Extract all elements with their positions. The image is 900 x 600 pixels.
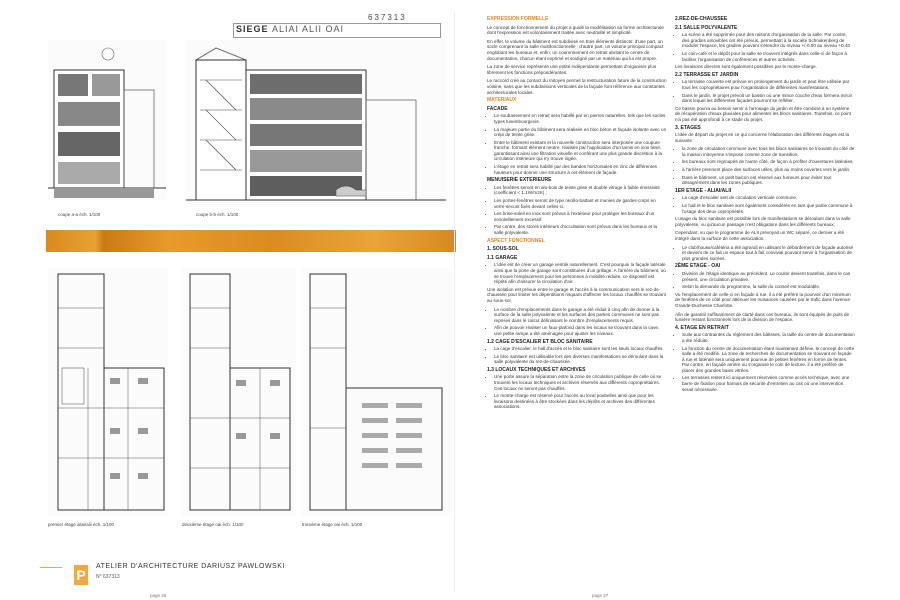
- paragraph: Une isolation est prévue entre le garage et l'accès à la communication vers le rez-de-chaussée pour limiter les déperditions risquant d'affecter les locaux chauffés se trouvant au sous-sol.: [487, 286, 666, 303]
- list-item: • Le bloc sanitaire est utilisable lors des diverses manifestations se déroulant dans la salle polyvalente du rez-de-chaussée.: [494, 354, 667, 365]
- list-item: • Le monte-charge est réservé pour l'accès au local poubelles ainsi que pour les livraisons destinées à être stockées dans les dépôts et archives des différentes associations.: [494, 393, 667, 410]
- heading-soussol: 1. SOUS-SOL: [487, 246, 519, 253]
- heading-etages: 3. ETAGES: [675, 124, 701, 131]
- heading-2eme: 2ÈME ETAGE - OAI: [675, 263, 721, 270]
- floor-plan-third: [302, 268, 452, 516]
- heading-aspect: ASPECT FONCTIONNEL: [487, 237, 545, 244]
- list-item: • La cage d'escalier sert de circulation verticale commune,: [682, 195, 855, 201]
- list-item: • Les fenêtres seront en alu-bois de teinte grise et double vitrage à faible émissivité (coefficient < 1.1W/m2K) ;: [494, 185, 667, 196]
- heading-retrait: 4. ETAGE EN RETRAIT: [675, 324, 729, 331]
- text-column-2: [675, 14, 855, 394]
- firm-logo: P: [74, 565, 88, 585]
- list-item: • Le soubassement en retrait sera habillé par en pierres naturelles, tels que les socles types luxembourgeois.: [494, 113, 667, 124]
- paragraph: L'idée de départ du projet en ce qui concerne l'élaboration des différents étages est la suivante :: [675, 132, 850, 143]
- list-item: • Le club/house/cafétéria a été agrandi en utilisant le débordement de façade autorisé et devient de ce fait un espace tout à fait convivial pouvant servir à l'organisation de plus grandes soirées.: [682, 245, 855, 262]
- heading-garage: 1.1 GARAGE: [487, 254, 518, 261]
- list-item: • Les portes-fenêtres seront de type oscillo-battant et munies de gardes-corps en verre-securit fixés devant celles-ci.: [494, 198, 667, 209]
- heading-terrasse: 2.2 TERRASSE ET JARDIN: [675, 71, 739, 78]
- list-item: • Le nombre d'emplacements dans le garage a été réduit à cinq afin de donner à la surface de la salle polyvalente et les surfaces des parties communes ne sont pas reprises dans le calcul définissant le nombre d'emplacements requis.: [494, 307, 667, 324]
- title-rest: ALIAI ALII OAI: [272, 24, 345, 34]
- list-item: • La terrasse couverte est prévue en prolongement du jardin et peut être utilisée par tous les copropriétaires pour l'organisation de différentes manifestations.: [682, 79, 855, 90]
- heading-1er: 1ER ETAGE - ALIAI/ALII: [675, 187, 732, 194]
- floor-plan-first: [48, 268, 168, 516]
- paragraph: Vu l'emplacement de celle-ci en façade à rue, il a été préféré la pourvoir d'un minimum de fenêtres de ce côté pour atténuer les nuisances causées par le trafic dans l'avenue Grande-Duchesse Charlotte.: [675, 291, 851, 308]
- list-item: • les bureaux sont regroupés de l'autre côté, de façon à profiter d'ouvertures latérales,: [682, 159, 855, 165]
- heading-facade: FACADE: [487, 105, 508, 112]
- list-item: • Dans le bâtiment, un petit balcon est réservé aux fumeurs pour éviter tout désagrément dans les zones publiques.: [682, 175, 855, 186]
- caption-section-a: coupe a-a éch. 1/100: [58, 212, 101, 217]
- list-item: • Suite aux contraintes du règlement des bâtisses, la taille du centre de documentation a été réduite.: [682, 332, 855, 343]
- section-drawing-a: [48, 40, 166, 200]
- list-item: • Selon la demande du programme, la salle du conseil est modulable.: [682, 284, 855, 290]
- heading-cage: 1.2 CAGE D'ESCALIER ET BLOC SANITAIRE: [487, 338, 593, 345]
- list-item: • L'étage en retrait sera habillé par des bandes horizontales en zinc de différentes hauteurs pour donner une structure à cet élément de façade.: [494, 164, 667, 175]
- caption-plan-3: troisième étage oai éch. 1/100: [302, 522, 363, 527]
- paragraph: Le raccord créé au contact du mitoyen permet la restructuration future de la construction voisine, sans que les subdivisions verticales de la façade font référence aux constantes architecturales locales.: [487, 78, 667, 95]
- paragraph: Ce bassin pourra au besoin servir à l'arrosage du jardin et être combiné à un système de récupération d'eaux pluviales pour alimenter les blocs sanitaires. Toutefois, ce point n'a pas été approfondi à ce stade du projet.: [675, 105, 851, 122]
- page-number-right: page 27: [592, 593, 609, 598]
- paragraph: L'usage du bloc sanitaire est possible lors de manifestations se déroulant dans la salle polyvalente, vu qu'aucun passage n'est obligatoire dans les différents bureaux;: [675, 216, 851, 227]
- paragraph: Cependant, vu que le programme de ALII prévoyait un WC séparé, ce dernier a été intégré dans la surface de cette association.: [675, 230, 845, 241]
- heading-expression: EXPRESSION FORMELLE: [487, 16, 549, 22]
- paragraph: Afin de garantir suffisamment de clarté dans ces bureaux, ils sont équipés de puits de lumière restant fonctionnels lors de la division de l'espace.: [675, 311, 850, 323]
- list-item: • la zone de circulation commune avec tous les blocs sanitaires se trouvant du côté de la maison mitoyenne s'impose comme zone de transition,: [682, 146, 855, 157]
- page-title: [236, 24, 344, 34]
- material-texture-band: [46, 230, 456, 252]
- list-item: • Le coin-café et le dépôt pour la salle se trouvent intégrés dans celle-ci de façon à faciliter l'organisation de conférences et autres activités.: [682, 51, 855, 62]
- list-item: • Les brise-soleil en inox sont prévus à l'extérieur pour protéger les bureaux d'un ensoleillement excessif.: [494, 211, 667, 222]
- list-item: • Dans le jardin, le projet prévoit un bassin où une mince couche d'eau formera miroir dans lequel les différentes façades pourront se refléter.: [682, 93, 855, 104]
- title-main: SIEGE: [236, 24, 269, 34]
- list-item: • Les terrasses restent ici uniquement réservées comme accès technique, avec une barre de fixation pour harnais de sécurité d'entretien au cas où une intervention serait nécessaire.: [682, 375, 855, 392]
- footer-rule: [40, 567, 62, 568]
- caption-plan-1: premier étage aliai/alii éch. 1/100: [48, 522, 115, 527]
- caption-plan-2: deuxième étage oai éch. 1/100: [182, 522, 244, 527]
- heading-materiaux: MATERIAUX: [487, 97, 517, 104]
- heading-locaux: 1.3 LOCAUX TECHNIQUES ET ARCHIVES: [487, 366, 586, 373]
- page-number-left: page 26: [150, 593, 167, 598]
- list-item: • La scène a été supprimée pour des raisons d'organisation de la salle. Par contre, des gradins amovibles ont été prévus, permettant à la société Schnakenberg de moduler l'espace, les gradins pouvant s'étendre du niveau +/-0.00 au niveau +0.40: [682, 32, 855, 49]
- list-item: • Le hall et le bloc sanitaire sont également considérés en tant que partie commune à l'usage des deux copropriétés.: [682, 203, 855, 214]
- list-item: • Division de l'étage identique au précédent. Le couloir devient toutefois, dans le cas présent, une circulation privative.: [682, 271, 855, 282]
- list-item: • La fonction du centre de documentation étant maintenant définie, le concept de cette salle a été modifié. La zone de recherches de documentation se trouvant en façade à rue et latérale sera uniquement pourvue de petites fenêtres en forme de fentes. Par contre, en façade arrière ou s'organise le coin de lecture, il a été préféré de placer des grandes baies vitrées.: [682, 346, 855, 374]
- project-number: 637313: [368, 13, 407, 22]
- floor-plan-second: [182, 268, 296, 516]
- list-item: • La cage d'escalier, le hall d'accès et le bloc sanitaire sont les seuls locaux chauffés.: [494, 346, 667, 352]
- heading-menuiserie: MENUISERIE EXTERIEURE: [487, 177, 552, 184]
- caption-section-b: coupe b-b éch. 1/100: [196, 212, 239, 217]
- paragraph: En effet, le volume du bâtiment est subdivisé en trois éléments distincts: d'une part, un socle comprenant la salle multifonctionnelle ; d'autre part, un volume principal compact englobant les bureaux et, enfin, un couronnement en retrait abritant le centre de documentation, chacun étant exprimé et souligné par un matériau qui lui est propre.: [487, 38, 664, 61]
- list-item: • L'idée est de créer un garage ventilé naturellement. C'est pourquoi la façade latérale ainsi que la porte de garage sont constituées d'un grillage. A l'arrière du bâtiment, où se trouve l'emplacement pour les personnes à mobilité réduite, ce dispositif est répété afin d'assurer la circulation d'air.: [494, 262, 667, 284]
- paragraph: La zone de service représente une entité indépendante permettant d'organiser plus librement les fonctions prépondérantes.: [487, 64, 657, 75]
- paragraph: Les livraisons directes sont également possibles par le monte-charge.: [675, 64, 817, 70]
- list-item: • Une porte assure la séparation entre la zone de circulation publique de celle où se trouvent les locaux techniques et archives réservés aux différents copropriétaires. Ces locaux ne seront pas chauffés.: [494, 374, 667, 391]
- list-item: • à l'arrière prennent place des surfaces utiles, plus au moins ouvertes vers le jardin.: [682, 167, 855, 173]
- heading-salle: 2.1 SALLE POLYVALENTE: [675, 24, 738, 31]
- firm-name: ATELIER D'ARCHITECTURE DARIUSZ PAWLOWSKI: [96, 563, 285, 570]
- section-drawing-b: [186, 40, 446, 208]
- list-item: • Entre le bâtiment existant et la nouvelle construction sera interposée une coupure franche, formant élément neutre, réalisée par l'application d'un tamis en inox tissé, garantissant ainsi une filtration visuelle et conférant une plus grande discrétion à la circulation intérieure qui s'y trouve logée.: [494, 140, 667, 162]
- heading-rdc: 2.REZ-DE-CHAUSSEE: [675, 16, 728, 22]
- list-item: • La majeure partie du bâtiment sera réalisée en bloc béton et façade isolante avec un crépi de teinte grise.: [494, 127, 667, 138]
- list-item: • Par contre, des stores intérieurs d'occultation sont prévus dans les bureaux et la salle polyvalente.: [494, 224, 667, 235]
- text-column-1: [487, 14, 667, 412]
- list-item: • Afin de pouvoir réaliser un faux-plafond dans les locaux se trouvant dans la cave, une petite rampe a été aménagée pour ajuster les niveaux.: [494, 325, 667, 336]
- page-fold: [454, 12, 455, 592]
- firm-number: N° 637313: [96, 574, 120, 580]
- paragraph: Le concept de fonctionnement du projet a guidé la modélisation sa forme architecturale dont l'expression est volontairement traitée avec neutralité et simplicité.: [487, 24, 664, 36]
